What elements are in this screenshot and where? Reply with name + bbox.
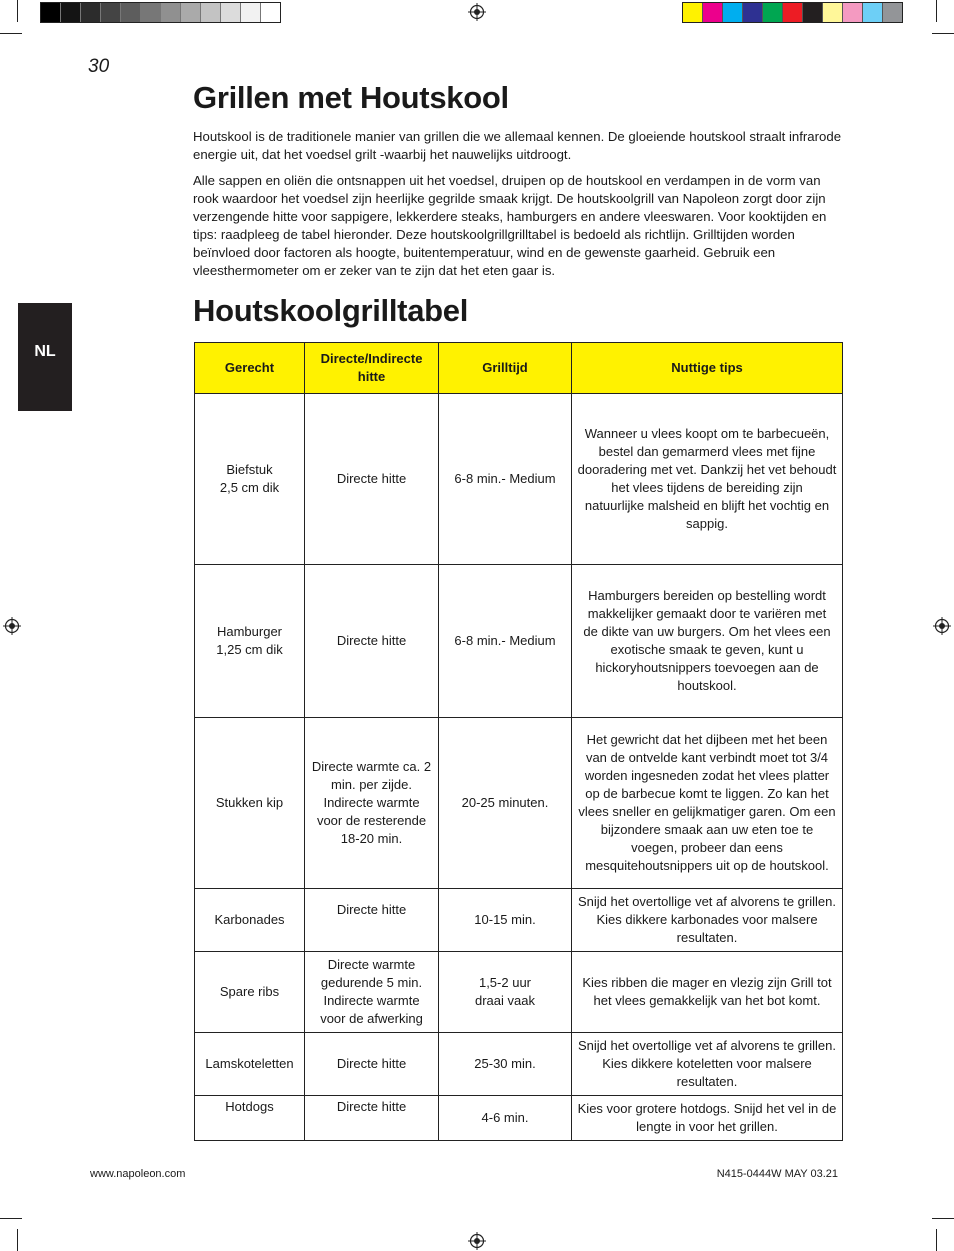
- cell-grill-time: 10-15 min.: [439, 889, 572, 952]
- table-title: Houtskoolgrilltabel: [193, 293, 469, 328]
- grayscale-calibration-bar: [40, 2, 281, 23]
- cell-grill-time: 25-30 min.: [439, 1033, 572, 1096]
- cell-dish: Hotdogs: [195, 1096, 305, 1141]
- table-row: [195, 1033, 843, 1096]
- table-row: [195, 889, 843, 952]
- table-row: [195, 394, 843, 565]
- cell-tips: Wanneer u vlees koopt om te barbecueën, bestel dan gemarmerd vlees met fijne dooradering met vet. Dankzij het vet behoudt het vlees tijdens de bereiding zijn natuurlijke malsheid en blijft het vochtig en sappig.: [572, 394, 843, 565]
- language-tab: [18, 303, 72, 411]
- cell-tips: Het gewricht dat het dijbeen met het been van de ontvelde kant verbindt moet tot 3/4 worden ingesneden zodat het vlees platter op de barbecue komt te liggen. Zo kan het vlees sneller en gelijkmatiger garen. Om een bijzondere smaak aan uw eten toe te voegen, probeer dan eens mesquitehoutsnippers uit op de houtskool.: [572, 718, 843, 889]
- color-swatch: [843, 3, 863, 22]
- color-swatch: [261, 3, 280, 22]
- cell-grill-time: 6-8 min.- Medium: [439, 565, 572, 718]
- cell-tips: Snijd het overtollige vet af alvorens te grillen. Kies dikkere koteletten voor malsere resultaten.: [572, 1033, 843, 1096]
- crop-mark: [0, 1218, 22, 1219]
- table-row: [195, 1096, 843, 1141]
- table-row: [195, 718, 843, 889]
- crop-mark: [17, 1229, 18, 1251]
- column-header-grill-time: Grilltijd: [439, 343, 572, 394]
- crop-mark: [0, 33, 22, 34]
- cell-heat: Directe hitte: [305, 1033, 439, 1096]
- page-number: 30: [88, 56, 110, 77]
- registration-mark-icon: [468, 1232, 486, 1250]
- color-swatch: [823, 3, 843, 22]
- column-header-dish: Gerecht: [195, 343, 305, 394]
- grill-table: [194, 342, 843, 1141]
- color-swatch: [201, 3, 221, 22]
- color-swatch: [803, 3, 823, 22]
- cell-dish: Lamskoteletten: [195, 1033, 305, 1096]
- cell-tips: Snijd het overtollige vet af alvorens te grillen. Kies dikkere karbonades voor malsere resultaten.: [572, 889, 843, 952]
- color-swatch: [241, 3, 261, 22]
- cell-dish: Spare ribs: [195, 952, 305, 1033]
- cell-heat: Directe warmte ca. 2 min. per zijde. Indirecte warmte voor de resterende 18-20 min.: [305, 718, 439, 889]
- color-swatch: [703, 3, 723, 22]
- color-swatch: [883, 3, 902, 22]
- intro-paragraph-2: Alle sappen en oliën die ontsnappen uit het voedsel, druipen op de houtskool en verdampen in de vorm van rook waardoor het voedsel zijn heerlijke gegrilde smaak krijgt. De houtskoolgrill van Napoleon zorgt door zijn verzengende hitte voor sappigere, lekkerdere steaks, hamburgers en andere vleeswaren. Voor kooktijden en tips: raadpleeg de tabel hieronder. Deze houtskoolgrillgrilltabel is bedoeld als richtlijn. Grilltijden worden beïnvloed door factoren als hoogte, buitentemperatuur, wind en de gewenste gaarheid. Gebruik een vleesthermometer om er zeker van te zijn dat het eten gaar is.: [193, 173, 827, 278]
- cell-dish: Biefstuk 2,5 cm dik: [195, 394, 305, 565]
- color-swatch: [81, 3, 101, 22]
- cell-tips: Hamburgers bereiden op bestelling wordt makkelijker gemaakt door te variëren met de dikte van uw burgers. Om het vlees een exotische smaak te geven, kunt u hickoryhoutsnippers toevoegen aan de houtskool.: [572, 565, 843, 718]
- color-swatch: [141, 3, 161, 22]
- column-header-tips: Nuttige tips: [572, 343, 843, 394]
- page-title: Grillen met Houtskool: [193, 80, 509, 115]
- color-swatch: [863, 3, 883, 22]
- footer-website: www.napoleon.com: [90, 1168, 186, 1180]
- color-swatch: [743, 3, 763, 22]
- color-swatch: [161, 3, 181, 22]
- table-row: [195, 952, 843, 1033]
- footer-document-code: N415-0444W MAY 03.21: [716, 1168, 838, 1180]
- cell-heat: Directe hitte: [305, 565, 439, 718]
- cell-heat: Directe hitte: [305, 1096, 439, 1141]
- cell-tips: Kies ribben die mager en vlezig zijn Grill tot het vlees gemakkelijk van het bot komt.: [572, 952, 843, 1033]
- crop-mark: [932, 1218, 954, 1219]
- crop-mark: [936, 1229, 937, 1251]
- table-row: [195, 565, 843, 718]
- color-swatch: [763, 3, 783, 22]
- color-swatch: [181, 3, 201, 22]
- color-swatch: [683, 3, 703, 22]
- color-swatch: [41, 3, 61, 22]
- cell-tips: Kies voor grotere hotdogs. Snijd het vel in de lengte in voor het grillen.: [572, 1096, 843, 1141]
- cell-grill-time: 4-6 min.: [439, 1096, 572, 1141]
- color-swatch: [101, 3, 121, 22]
- registration-mark-icon: [933, 617, 951, 635]
- cell-dish: Stukken kip: [195, 718, 305, 889]
- cell-heat: Directe hitte: [305, 889, 439, 952]
- language-tab-label: NL: [34, 343, 56, 360]
- cell-grill-time: 1,5-2 uur draai vaak: [439, 952, 572, 1033]
- cell-heat: Directe hitte: [305, 394, 439, 565]
- cell-grill-time: 20-25 minuten.: [439, 718, 572, 889]
- cell-dish: Hamburger 1,25 cm dik: [195, 565, 305, 718]
- color-calibration-bar: [682, 2, 903, 23]
- cell-dish: Karbonades: [195, 889, 305, 952]
- color-swatch: [783, 3, 803, 22]
- crop-mark: [17, 0, 18, 22]
- cell-heat: Directe warmte gedurende 5 min. Indirecte warmte voor de afwerking: [305, 952, 439, 1033]
- table-header-row: [195, 343, 843, 394]
- registration-mark-icon: [468, 3, 486, 21]
- color-swatch: [723, 3, 743, 22]
- color-swatch: [121, 3, 141, 22]
- cell-grill-time: 6-8 min.- Medium: [439, 394, 572, 565]
- registration-mark-icon: [3, 617, 21, 635]
- column-header-heat: Directe/Indirecte hitte: [305, 343, 439, 394]
- crop-mark: [932, 33, 954, 34]
- crop-mark: [936, 0, 937, 22]
- intro-paragraph-1: Houtskool is de traditionele manier van grillen die we allemaal kennen. De gloeiende houtskool straalt infrarode energie uit, dat het voedsel grilt -waarbij het nauwelijks uitdroogt.: [193, 129, 842, 162]
- color-swatch: [61, 3, 81, 22]
- color-swatch: [221, 3, 241, 22]
